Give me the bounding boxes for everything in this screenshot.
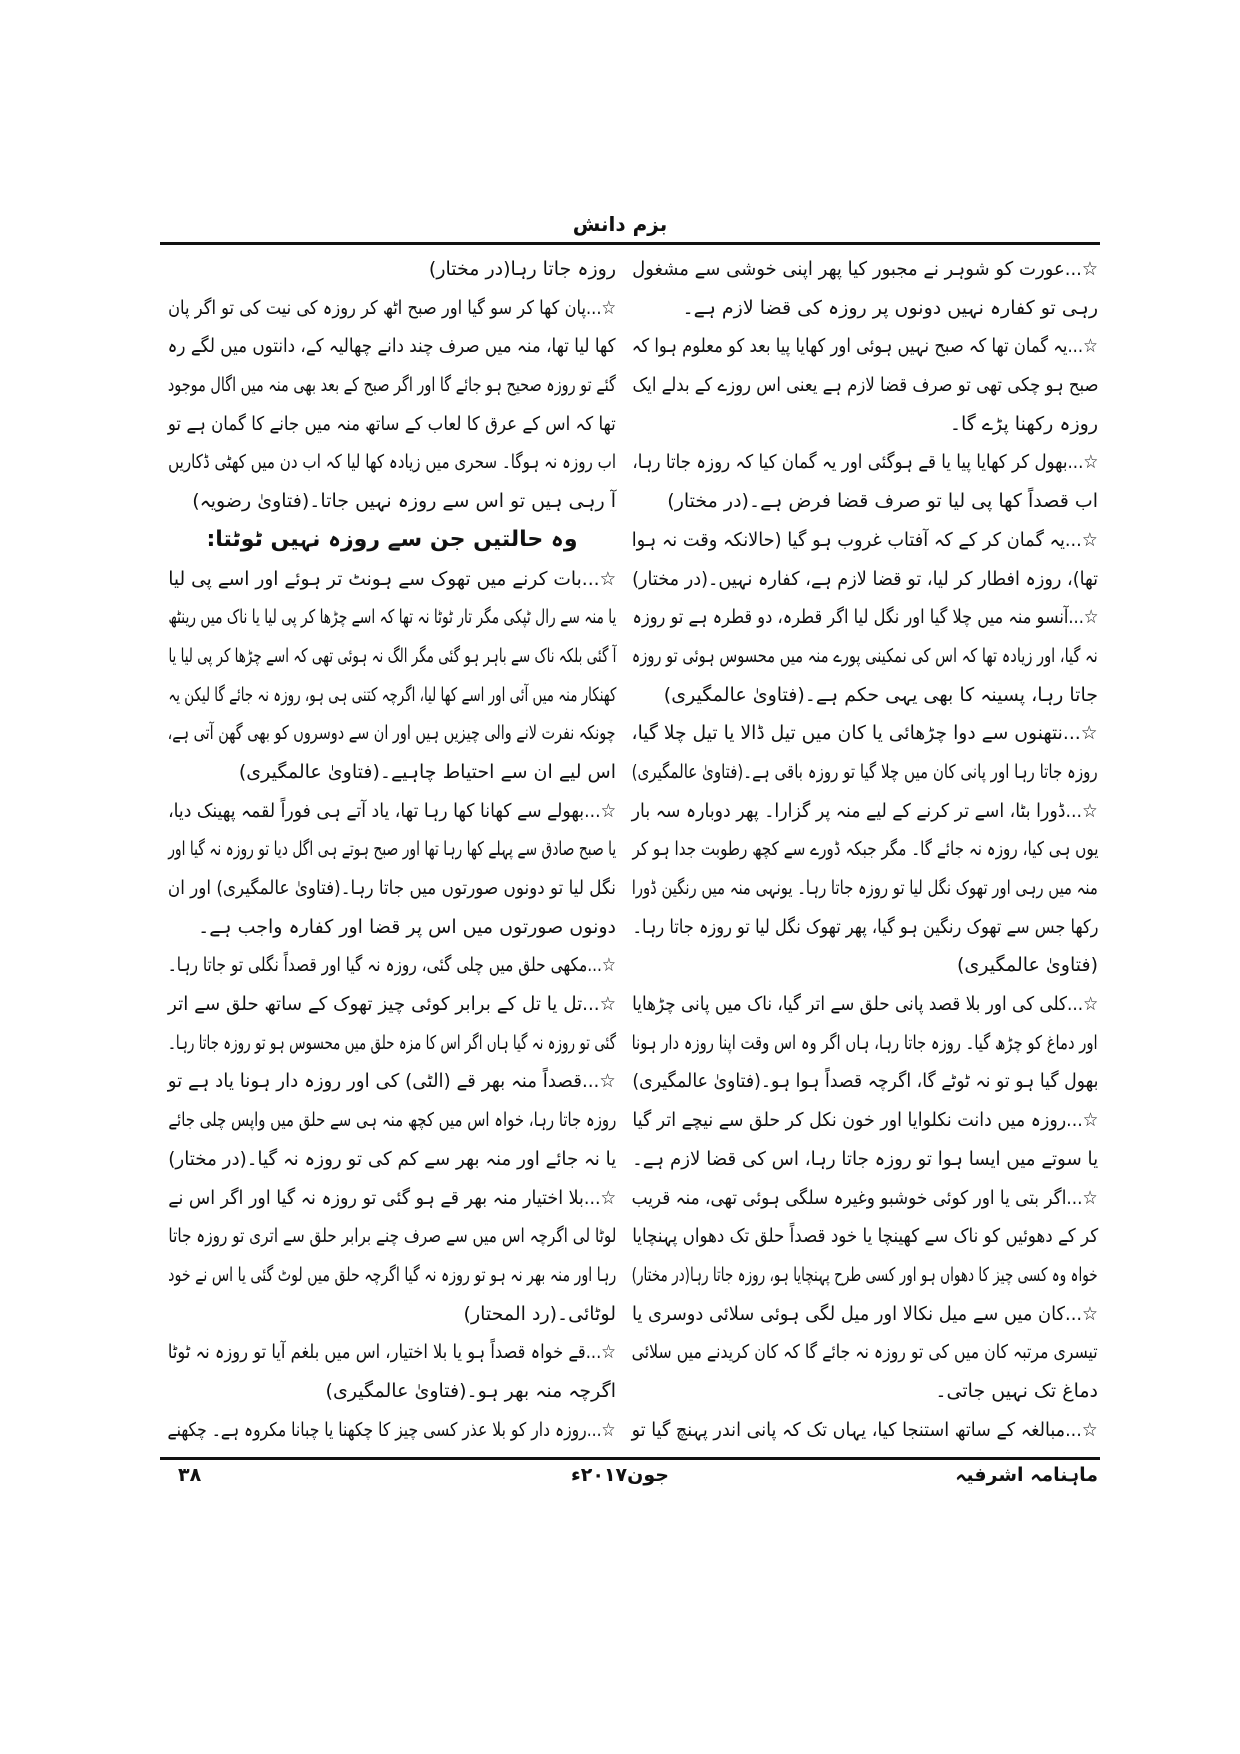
page-number: ۳۸ xyxy=(178,1464,202,1486)
text-line: رکھا جس سے تھوک رنگین ہو گیا، پھر تھوک نگل لیا تو روزہ جاتا رہا۔ xyxy=(632,915,1098,938)
text-line: اب روزہ نہ ہوگا۔ سحری میں زیادہ کھا لیا کہ اب دن میں کھٹی ڈکاریں xyxy=(168,451,616,474)
text-line: یا صبح صادق سے پہلے کھا رہا تھا اور صبح ہوتے ہی اگل دیا تو روزہ نہ گیا اور xyxy=(168,838,616,861)
text-line: ☆...قے خواہ قصداً ہو یا بلا اختیار، اس میں بلغم آیا تو روزہ نہ ٹوٹا xyxy=(168,1341,616,1364)
text-line: گئی تو روزہ نہ گیا ہاں اگر اس کا مزہ حلق میں محسوس ہو تو روزہ جاتا رہا۔ xyxy=(168,1031,616,1054)
text-line: اگرچہ منہ بھر ہو۔(فتاویٰ عالمگیری) xyxy=(325,1379,616,1402)
section-title: بزم دانش xyxy=(572,212,668,236)
issue-date: جون۲۰۱۷ء xyxy=(571,1464,669,1486)
text-line: ☆...بات کرنے میں تھوک سے ہونٹ تر ہوئے اور اسے پی لیا xyxy=(168,567,616,590)
text-column-left xyxy=(168,250,616,1449)
text-line: ☆...یہ گمان تھا کہ صبح نہیں ہوئی اور کھایا پیا بعد کو معلوم ہوا کہ xyxy=(632,335,1098,358)
text-line: چونکہ نفرت لانے والی چیزیں ہیں اور ان سے دوسروں کو بھی گھن آتی ہے، xyxy=(168,722,616,745)
text-line: لوٹا لی اگرچہ اس میں سے صرف چنے برابر حلق سے اتری تو روزہ جاتا xyxy=(168,1225,616,1248)
text-line: آ گئی بلکہ ناک سے باہر ہو گئی مگر الگ نہ ہوئی تھی کہ اسے چڑھا کر پی لیا یا xyxy=(168,644,616,667)
text-line: ☆...روزہ میں دانت نکلوایا اور خون نکل کر حلق سے نیچے اتر گیا xyxy=(632,1109,1098,1132)
text-line: ☆...نتھنوں سے دوا چڑھائی یا کان میں تیل ڈالا یا تیل چلا گیا، xyxy=(632,722,1098,745)
footer-divider xyxy=(160,1457,1100,1460)
text-line: تھا)، روزہ افطار کر لیا، تو قضا لازم ہے، کفارہ نہیں۔(در مختار) xyxy=(632,567,1098,590)
text-line: جاتا رہا، پسینہ کا بھی یہی حکم ہے۔(فتاویٰ عالمگیری) xyxy=(663,683,1098,706)
text-line: ☆...کلی کی اور بلا قصد پانی حلق سے اتر گیا، ناک میں پانی چڑھایا xyxy=(632,993,1098,1016)
text-line: یا سوتے میں ایسا ہوا تو روزہ جاتا رہا، اس کی قضا لازم ہے۔ xyxy=(632,1147,1098,1170)
text-line: ☆...کان میں سے میل نکالا اور میل لگی ہوئی سلائی دوسری یا xyxy=(632,1302,1098,1325)
text-line: صبح ہو چکی تھی تو صرف قضا لازم ہے یعنی اس روزے کے بدلے ایک xyxy=(632,374,1098,397)
text-line: منہ میں رہی اور تھوک نگل لیا تو روزہ جاتا رہا۔ یونہی منہ میں رنگین ڈورا xyxy=(632,877,1098,899)
text-line: ☆...پان کھا کر سو گیا اور صبح اٹھ کر روزہ کی نیت کی تو اگر پان xyxy=(168,296,616,319)
text-line: کھا لیا تھا، منہ میں صرف چند دانے چھالیہ کے، دانتوں میں لگے رہ xyxy=(168,335,616,358)
text-line: ☆...اگر بتی یا اور کوئی خوشبو وغیرہ سلگی ہوئی تھی، منہ قریب xyxy=(632,1186,1098,1209)
text-line: دونوں صورتوں میں اس پر قضا اور کفارہ واجب ہے۔ xyxy=(198,915,616,938)
text-line: رہا اور منہ بھر نہ ہو تو روزہ نہ گیا اگرچہ حلق میں لوٹ گئی یا اس نے خود xyxy=(167,1263,616,1286)
text-line: ☆...یہ گمان کر کے کہ آفتاب غروب ہو گیا (حالانکہ وقت نہ ہوا xyxy=(632,528,1098,551)
text-line: تھا کہ اس کے عرق کا لعاب کے ساتھ منہ میں جانے کا گمان ہے تو xyxy=(168,412,616,435)
text-line: لوٹائی۔(رد المحتار) xyxy=(463,1302,616,1325)
text-line: ☆...بھول کر کھایا پیا یا قے ہوگئی اور یہ گمان کیا کہ روزہ جاتا رہا، xyxy=(632,451,1098,474)
text-line: روزہ جاتا رہا، خواہ اس میں کچھ منہ ہی سے حلق میں واپس چلی جائے xyxy=(168,1109,616,1132)
header-divider xyxy=(160,242,1100,245)
text-line: آ رہی ہیں تو اس سے روزہ نہیں جاتا۔(فتاویٰ رضویہ) xyxy=(192,490,616,513)
text-column-right xyxy=(632,250,1098,1449)
text-line: ☆...مکھی حلق میں چلی گئی، روزہ نہ گیا اور قصداً نگلی تو جاتا رہا۔ xyxy=(168,954,616,977)
text-line: ☆...ڈورا بٹا، اسے تر کرنے کے لیے منہ پر گزارا۔ پھر دوبارہ سہ بار xyxy=(632,799,1098,822)
text-line: ☆...عورت کو شوہر نے مجبور کیا پھر اپنی خوشی سے مشغول xyxy=(632,258,1098,280)
text-line: رہی تو کفارہ نہیں دونوں پر روزہ کی قضا لازم ہے۔ xyxy=(682,296,1098,319)
magazine-name: ماہنامہ اشرفیہ xyxy=(955,1464,1098,1486)
text-line: تیسری مرتبہ کان میں کی تو روزہ نہ جائے گا کہ کان کریدنے میں سلائی xyxy=(632,1341,1098,1364)
text-line: گئے تو روزہ صحیح ہو جائے گا اور اگر صبح کے بعد بھی منہ میں اگال موجود xyxy=(168,374,616,397)
text-line: ☆...تل یا تل کے برابر کوئی چیز تھوک کے ساتھ حلق سے اتر xyxy=(168,993,616,1016)
text-line: نہ گیا، اور زیادہ تھا کہ اس کی نمکینی پورے منہ میں محسوس ہوئی تو روزہ xyxy=(632,644,1098,667)
text-line: یا نہ جائے اور منہ بھر سے کم کی تو روزہ نہ گیا۔(در مختار) xyxy=(168,1147,616,1170)
text-line: اب قصداً کھا پی لیا تو صرف قضا فرض ہے۔(در مختار) xyxy=(667,490,1098,513)
text-line: ☆...روزہ دار کو بلا عذر کسی چیز کا چکھنا یا چبانا مکروہ ہے۔ چکھنے xyxy=(168,1418,616,1441)
text-line: (فتاویٰ عالمگیری) xyxy=(957,954,1098,977)
text-line: ☆...آنسو منہ میں چلا گیا اور نگل لیا اگر قطرہ، دو قطرہ ہے تو روزہ xyxy=(632,606,1098,629)
text-line: نگل لیا تو دونوں صورتوں میں جاتا رہا۔(فتاویٰ عالمگیری) اور ان xyxy=(168,877,616,899)
text-line: ☆...قصداً منہ بھر قے (الٹی) کی اور روزہ دار ہونا یاد ہے تو xyxy=(168,1070,616,1093)
text-line: روزہ رکھنا پڑے گا۔ xyxy=(949,412,1098,435)
text-line: روزہ جاتا رہا اور پانی کان میں چلا گیا تو روزہ باقی ہے۔(فتاویٰ عالمگیری) xyxy=(632,760,1098,783)
section-heading: وہ حالتیں جن سے روزہ نہیں ٹوٹتا: xyxy=(206,526,578,552)
text-line: اور دماغ کو چڑھ گیا۔ روزہ جاتا رہا، ہاں اگر وہ اس وقت اپنا روزہ دار ہونا xyxy=(632,1031,1098,1054)
text-line: یا منہ سے رال ٹپکی مگر تار ٹوٹا نہ تھا کہ اسے چڑھا کر پی لیا یا ناک میں رینٹھ xyxy=(168,606,616,629)
text-line: خواہ وہ کسی چیز کا دھواں ہو اور کسی طرح پہنچایا ہو، روزہ جاتا رہا(در مختار) xyxy=(632,1263,1098,1286)
text-line: کھنکار منہ میں آئی اور اسے کھا لیا، اگرچہ کتنی ہی ہو، روزہ نہ جائے گا لیکن یہ xyxy=(168,683,616,706)
text-line: بھول گیا ہو تو نہ ٹوٹے گا، اگرچہ قصداً ہوا ہو۔(فتاویٰ عالمگیری) xyxy=(632,1070,1098,1093)
text-line: روزہ جاتا رہا(در مختار) xyxy=(428,258,616,280)
text-line: اس لیے ان سے احتیاط چاہیے۔(فتاویٰ عالمگیری) xyxy=(238,760,616,783)
text-line: کر کے دھوئیں کو ناک سے کھینچا یا خود قصداً حلق تک دھواں پہنچایا xyxy=(632,1225,1098,1248)
text-line: ☆...بھولے سے کھانا کھا رہا تھا، یاد آتے ہی فوراً لقمہ پھینک دیا، xyxy=(168,799,616,822)
text-line: یوں ہی کیا، روزہ نہ جائے گا۔ مگر جبکہ ڈورے سے کچھ رطوبت جدا ہو کر xyxy=(632,838,1098,861)
text-line: دماغ تک نہیں جاتی۔ xyxy=(935,1379,1098,1402)
text-line: ☆...بلا اختیار منہ بھر قے ہو گئی تو روزہ نہ گیا اور اگر اس نے xyxy=(168,1186,616,1209)
text-line: ☆...مبالغہ کے ساتھ استنجا کیا، یہاں تک کہ پانی اندر پہنچ گیا تو xyxy=(632,1418,1098,1441)
